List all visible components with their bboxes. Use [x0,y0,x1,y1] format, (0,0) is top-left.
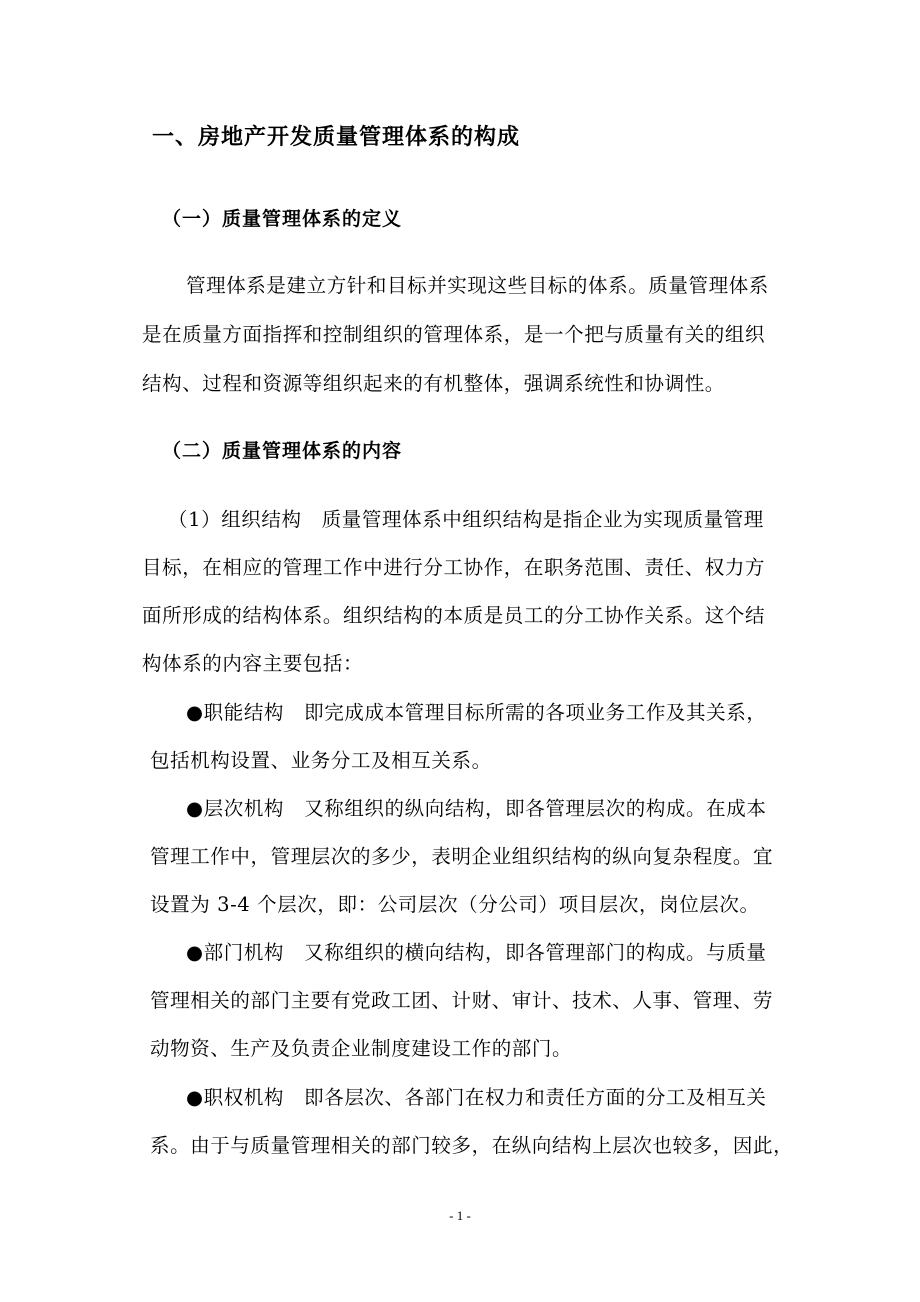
paragraph-line: 面所形成的结构体系。组织结构的本质是员工的分工协作关系。这个结 [142,604,766,627]
heading-section-2: （二）质量管理体系的内容 [162,440,403,462]
paragraph-line: （1）组织结构 质量管理体系中组织结构是指企业为实现质量管理 [168,508,764,531]
paragraph-line: 管理体系是建立方针和目标并实现这些目标的体系。质量管理体系 [186,274,769,297]
bullet-line: ●职权机构 即各层次、各部门在权力和责任方面的分工及相互关 [186,1086,767,1109]
bullet-line: 设置为 3-4 个层次，即：公司层次（分公司）项目层次，岗位层次。 [150,893,760,916]
paragraph-line: 是在质量方面指挥和控制组织的管理体系，是一个把与质量有关的组织 [142,323,766,346]
bullet-line: ●部门机构 又称组织的横向结构，即各管理部门的构成。与质量 [186,941,767,964]
bullet-line: ●层次机构 又称组织的纵向结构，即各管理层次的构成。在成本 [186,797,767,820]
bullet-line: 管理相关的部门主要有党政工团、计财、审计、技术、人事、管理、劳 [150,989,774,1012]
paragraph-line: 构体系的内容主要包括： [142,652,364,675]
heading-main: 一、房地产开发质量管理体系的构成 [152,125,521,150]
bullet-line: ●职能结构 即完成成本管理目标所需的各项业务工作及其关系， [186,701,767,724]
bullet-line: 动物资、生产及负责企业制度建设工作的部门。 [150,1037,573,1060]
bullet-line: 系。由于与质量管理相关的部门较多，在纵向结构上层次也较多，因此， [150,1134,794,1157]
heading-section-1: （一）质量管理体系的定义 [162,208,403,230]
paragraph-line: 结构、过程和资源等组织起来的有机整体，强调系统性和协调性。 [142,372,725,395]
paragraph-line: 目标，在相应的管理工作中进行分工协作，在职务范围、责任、权力方 [142,556,766,579]
page-number: - 1 - [449,1208,471,1223]
bullet-line: 包括机构设置、业务分工及相互关系。 [150,749,492,772]
bullet-line: 管理工作中，管理层次的多少，表明企业组织结构的纵向复杂程度。宜 [150,845,774,868]
